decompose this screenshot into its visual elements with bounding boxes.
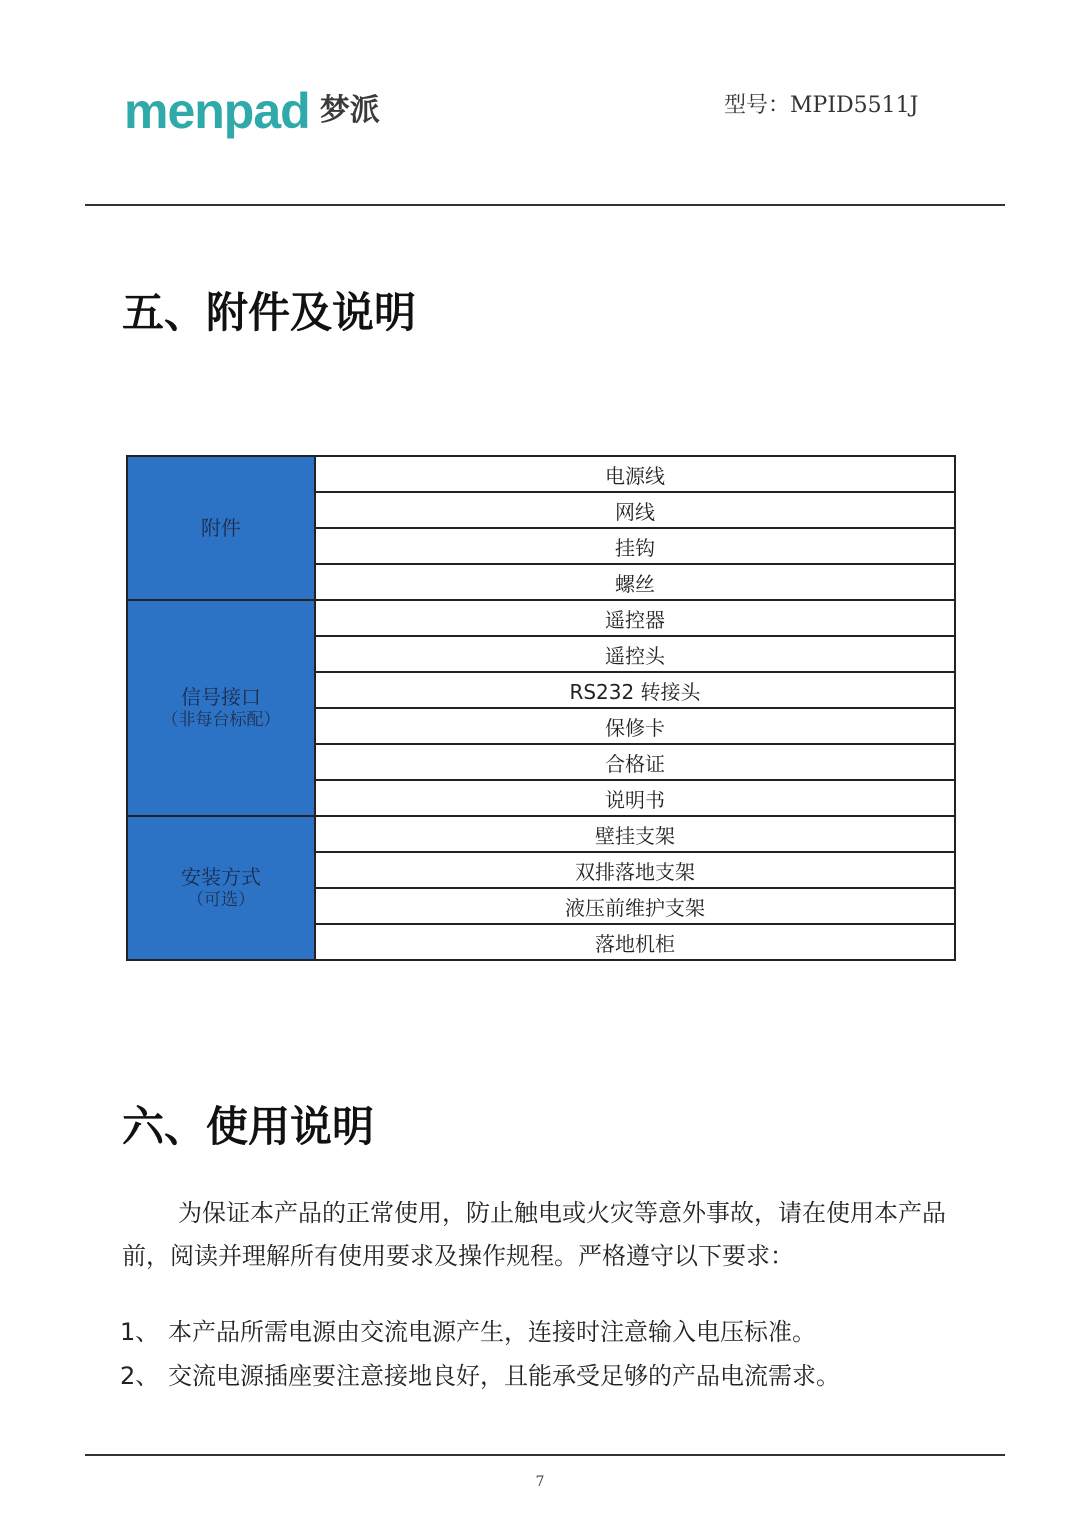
category-name: 信号接口	[181, 684, 261, 709]
list-item-number: 2、	[120, 1362, 160, 1390]
category-name: 安装方式	[181, 864, 261, 889]
usage-requirements-list	[120, 1310, 980, 1398]
model-number: 型号：MPID5511J	[724, 93, 919, 118]
accessory-item: 电源线	[315, 456, 955, 492]
accessory-item: 遥控器	[315, 600, 955, 636]
usage-intro-paragraph	[122, 1192, 972, 1278]
list-item-text: 交流电源插座要注意接地良好，且能承受足够的产品电流需求。	[168, 1362, 840, 1390]
accessory-item: 双排落地支架	[315, 852, 955, 888]
category-cell-signal-interface	[127, 600, 315, 816]
brand-logo	[124, 83, 380, 139]
category-name: 附件	[201, 515, 241, 540]
list-item-number: 1、	[120, 1318, 160, 1346]
usage-intro-text: 为保证本产品的正常使用，防止触电或火灾等意外事故，请在使用本产品前，阅读并理解所有使用要求及操作规程。严格遵守以下要求：	[122, 1199, 946, 1270]
accessory-item: 网线	[315, 492, 955, 528]
list-item-text: 本产品所需电源由交流电源产生，连接时注意输入电压标准。	[168, 1318, 816, 1346]
accessory-item: 合格证	[315, 744, 955, 780]
footer-divider	[85, 1454, 1005, 1456]
table-row	[127, 600, 955, 636]
logo-wordmark: menpad	[124, 83, 310, 139]
accessory-item: 螺丝	[315, 564, 955, 600]
table-row	[127, 456, 955, 492]
category-cell-installation	[127, 816, 315, 960]
accessory-item: 挂钩	[315, 528, 955, 564]
accessories-table	[126, 455, 956, 961]
table-row	[127, 816, 955, 852]
accessory-item: 保修卡	[315, 708, 955, 744]
section-5-title: 五、附件及说明	[122, 288, 417, 337]
accessory-item: 落地机柜	[315, 924, 955, 960]
category-note: （非每台标配）	[161, 709, 281, 730]
logo-chinese-name: 梦派	[319, 93, 380, 128]
list-item	[120, 1310, 980, 1354]
page-number: 7	[535, 1474, 545, 1490]
accessory-item: 遥控头	[315, 636, 955, 672]
category-note: （可选）	[187, 889, 255, 910]
section-6-title: 六、使用说明	[122, 1102, 375, 1151]
accessory-item: 壁挂支架	[315, 816, 955, 852]
header-divider	[85, 204, 1005, 206]
accessory-item: 说明书	[315, 780, 955, 816]
accessory-item: RS232 转接头	[315, 672, 955, 708]
category-cell-accessories	[127, 456, 315, 600]
accessory-item: 液压前维护支架	[315, 888, 955, 924]
list-item	[120, 1354, 980, 1398]
